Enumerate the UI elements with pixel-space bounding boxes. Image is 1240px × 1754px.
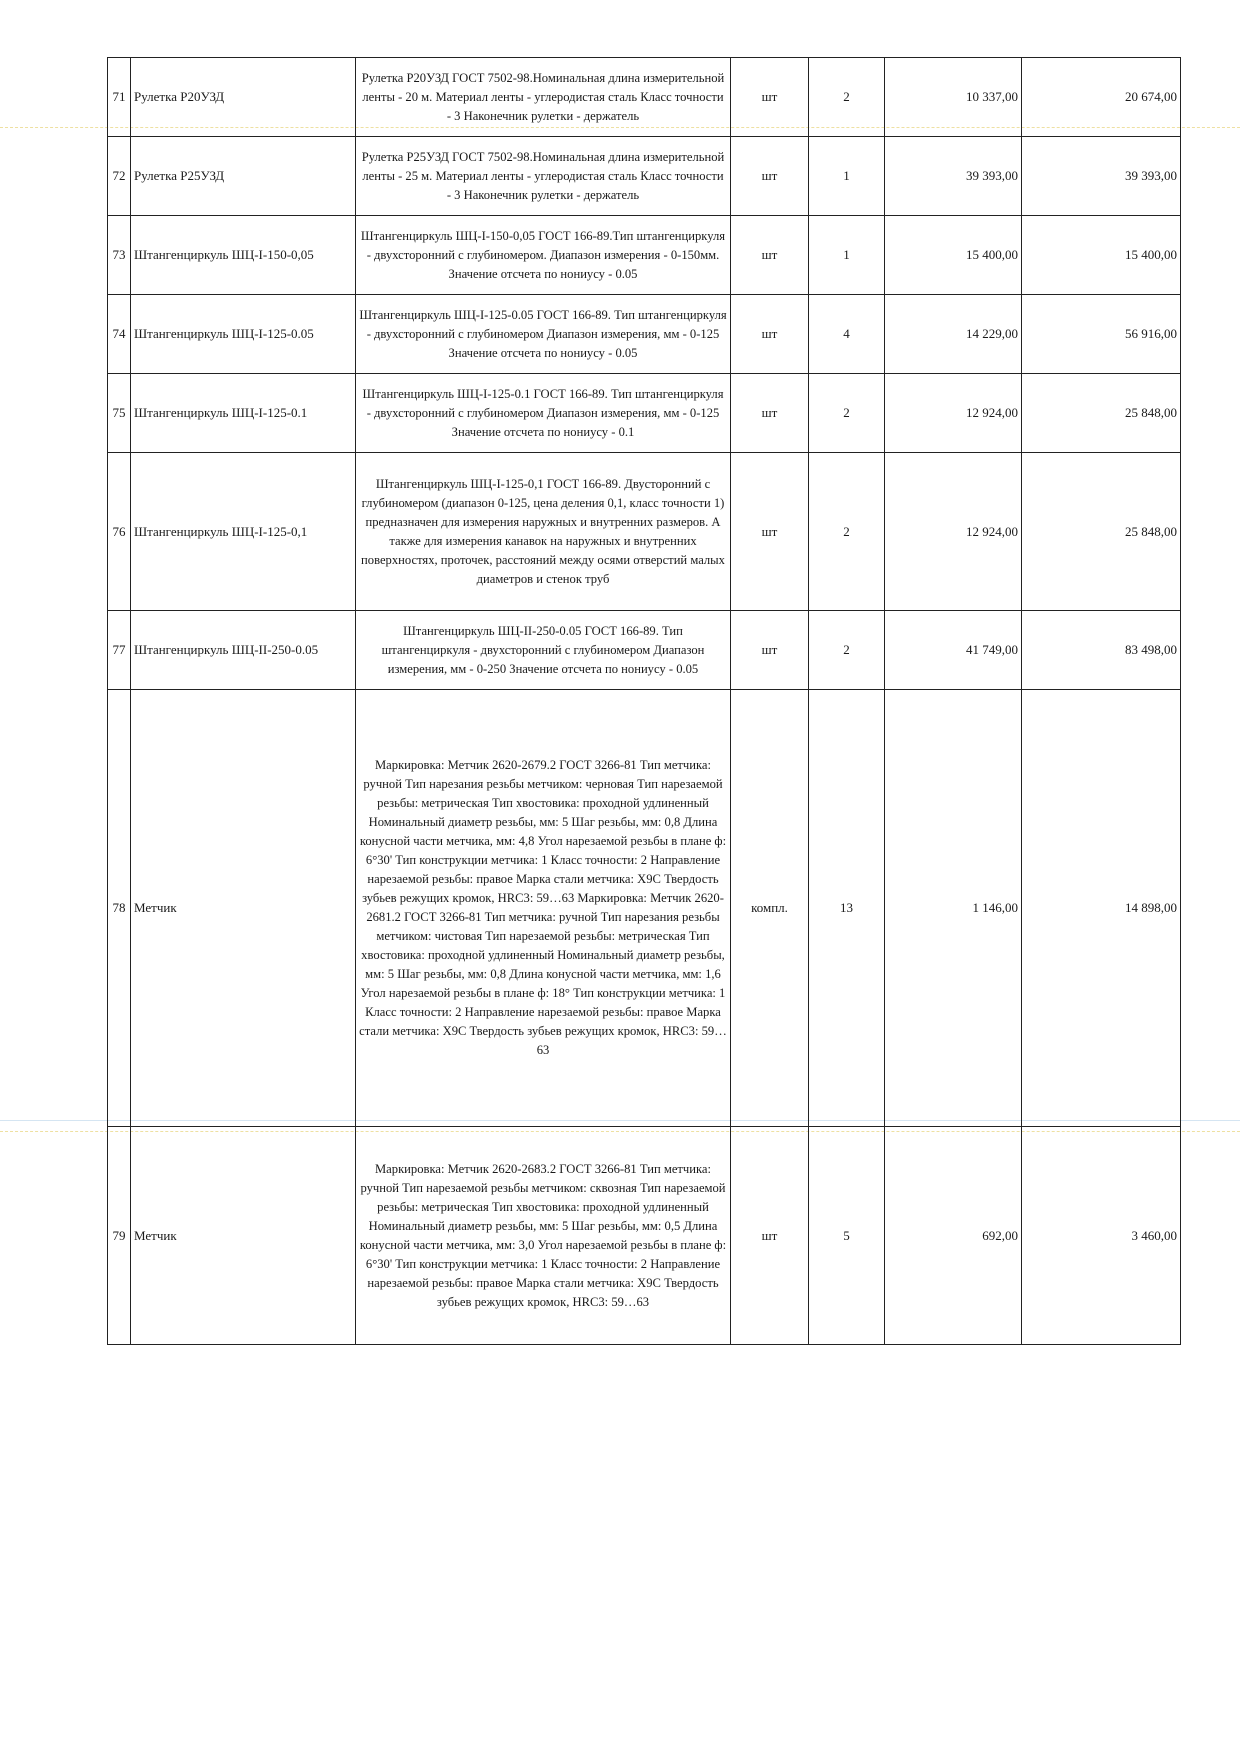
item-description: Рулетка Р20УЗД ГОСТ 7502-98.Номинальная длина измерительной ленты - 20 м. Материал ленты - углеродистая сталь Класс точности - 3 Наконечник рулетки - держатель: [356, 58, 731, 137]
item-quantity: 2: [809, 453, 885, 611]
item-unit: шт: [731, 611, 809, 690]
table-row: [108, 58, 1181, 137]
item-description: Рулетка Р25УЗД ГОСТ 7502-98.Номинальная длина измерительной ленты - 25 м. Материал ленты - углеродистая сталь Класс точности - 3 Наконечник рулетки - держатель: [356, 137, 731, 216]
table-row: [108, 295, 1181, 374]
item-name: Штангенциркуль ШЦ-I-125-0.1: [131, 374, 356, 453]
item-description: Маркировка: Метчик 2620-2679.2 ГОСТ 3266-81 Тип метчика: ручной Тип нарезания резьбы метчиком: черновая Тип нарезаемой резьбы: метрическая Тип хвостовика: проходной удлиненный Номинальный диаметр резьбы, мм: 5 Шаг резьбы, мм: 0,8 Длина конусной части метчика, мм: 4,8 Угол нарезаемой резьбы в плане ф: 6°30' Тип конструкции метчика: 1 Класс точности: 2 Направление нарезаемой резьбы: правое Марка стали метчика: Х9С Твердость зубьев режущих кромок, HRC3: 59…63 Маркировка: Метчик 2620-2681.2 ГОСТ 3266-81 Тип метчика: ручной Тип нарезания резьбы метчиком: чистовая Тип нарезаемой резьбы: метрическая Тип хвостовика: проходной удлиненный Номинальный диаметр резьбы, мм: 5 Шаг резьбы, мм: 0,8 Длина конусной части метчика, мм: 1,6 Угол нарезаемой резьбы в плане ф: 18° Тип конструкции метчика: 1 Класс точности: 2 Направление нарезаемой резьбы: правое Марка стали метчика: Х9С Твердость зубьев режущих кромок, HRC3: 59…63: [356, 690, 731, 1127]
item-name: Штангенциркуль ШЦ-II-250-0.05: [131, 611, 356, 690]
item-unit: компл.: [731, 690, 809, 1127]
item-price: 12 924,00: [885, 453, 1022, 611]
item-total: 20 674,00: [1022, 58, 1181, 137]
item-total: 3 460,00: [1022, 1127, 1181, 1345]
item-total: 14 898,00: [1022, 690, 1181, 1127]
item-price: 41 749,00: [885, 611, 1022, 690]
item-unit: шт: [731, 137, 809, 216]
row-number: 75: [108, 374, 131, 453]
table-row: [108, 137, 1181, 216]
item-name: Штангенциркуль ШЦ-I-125-0,1: [131, 453, 356, 611]
item-total: 25 848,00: [1022, 453, 1181, 611]
table-row: [108, 374, 1181, 453]
item-total: 56 916,00: [1022, 295, 1181, 374]
row-number: 74: [108, 295, 131, 374]
row-number: 79: [108, 1127, 131, 1345]
row-number: 77: [108, 611, 131, 690]
item-price: 15 400,00: [885, 216, 1022, 295]
item-price: 10 337,00: [885, 58, 1022, 137]
item-price: 12 924,00: [885, 374, 1022, 453]
row-number: 71: [108, 58, 131, 137]
table-row: [108, 216, 1181, 295]
item-name: Штангенциркуль ШЦ-I-125-0.05: [131, 295, 356, 374]
item-description: Штангенциркуль ШЦ-I-125-0.05 ГОСТ 166-89. Тип штангенциркуля - двухсторонний с глубиномером Диапазон измерения, мм - 0-125 Значение отсчета по нониусу - 0.05: [356, 295, 731, 374]
item-unit: шт: [731, 295, 809, 374]
item-unit: шт: [731, 58, 809, 137]
item-quantity: 2: [809, 374, 885, 453]
table-row: [108, 611, 1181, 690]
table-row: [108, 1127, 1181, 1345]
item-quantity: 2: [809, 611, 885, 690]
item-quantity: 1: [809, 137, 885, 216]
table-row: [108, 690, 1181, 1127]
item-description: Штангенциркуль ШЦ-I-125-0.1 ГОСТ 166-89. Тип штангенциркуля - двухсторонний с глубиномером Диапазон измерения, мм - 0-125 Значение отсчета по нониусу - 0.1: [356, 374, 731, 453]
item-total: 83 498,00: [1022, 611, 1181, 690]
row-number: 78: [108, 690, 131, 1127]
item-unit: шт: [731, 1127, 809, 1345]
item-description: Маркировка: Метчик 2620-2683.2 ГОСТ 3266-81 Тип метчика: ручной Тип нарезаемой резьбы метчиком: сквозная Тип нарезаемой резьбы: метрическая Тип хвостовика: проходной удлиненный Номинальный диаметр резьбы, мм: 5 Шаг резьбы, мм: 0,5 Длина конусной части метчика, мм: 3,0 Угол нарезаемой резьбы в плане ф: 6°30' Тип конструкции метчика: 1 Класс точности: 2 Направление нарезаемой резьбы: правое Марка стали метчика: Х9С Твердость зубьев режущих кромок, HRC3: 59…63: [356, 1127, 731, 1345]
item-price: 692,00: [885, 1127, 1022, 1345]
item-name: Метчик: [131, 690, 356, 1127]
item-name: Рулетка Р20УЗД: [131, 58, 356, 137]
item-price: 14 229,00: [885, 295, 1022, 374]
item-unit: шт: [731, 374, 809, 453]
item-price: 39 393,00: [885, 137, 1022, 216]
item-quantity: 4: [809, 295, 885, 374]
row-number: 73: [108, 216, 131, 295]
item-description: Штангенциркуль ШЦ-I-125-0,1 ГОСТ 166-89. Двусторонний с глубиномером (диапазон 0-125, цена деления 0,1, класс точности 1) предназначен для измерения наружных и внутренних размеров. А также для измерения канавок на наружных и внутренних поверхностях, проточек, расстояний между осями отверстий малых диаметров и стенок труб: [356, 453, 731, 611]
item-quantity: 5: [809, 1127, 885, 1345]
item-total: 15 400,00: [1022, 216, 1181, 295]
row-number: 72: [108, 137, 131, 216]
table-row: [108, 453, 1181, 611]
item-name: Штангенциркуль ШЦ-I-150-0,05: [131, 216, 356, 295]
item-quantity: 2: [809, 58, 885, 137]
item-quantity: 13: [809, 690, 885, 1127]
item-total: 39 393,00: [1022, 137, 1181, 216]
item-unit: шт: [731, 216, 809, 295]
item-total: 25 848,00: [1022, 374, 1181, 453]
row-number: 76: [108, 453, 131, 611]
item-name: Метчик: [131, 1127, 356, 1345]
item-unit: шт: [731, 453, 809, 611]
items-table: [107, 57, 1181, 1345]
item-quantity: 1: [809, 216, 885, 295]
item-name: Рулетка Р25УЗД: [131, 137, 356, 216]
item-description: Штангенциркуль ШЦ-II-250-0.05 ГОСТ 166-89. Тип штангенциркуля - двухсторонний с глубиномером Диапазон измерения, мм - 0-250 Значение отсчета по нониусу - 0.05: [356, 611, 731, 690]
item-description: Штангенциркуль ШЦ-I-150-0,05 ГОСТ 166-89.Тип штангенциркуля - двухсторонний с глубиномером. Диапазон измерения - 0-150мм. Значение отсчета по нониусу - 0.05: [356, 216, 731, 295]
item-price: 1 146,00: [885, 690, 1022, 1127]
